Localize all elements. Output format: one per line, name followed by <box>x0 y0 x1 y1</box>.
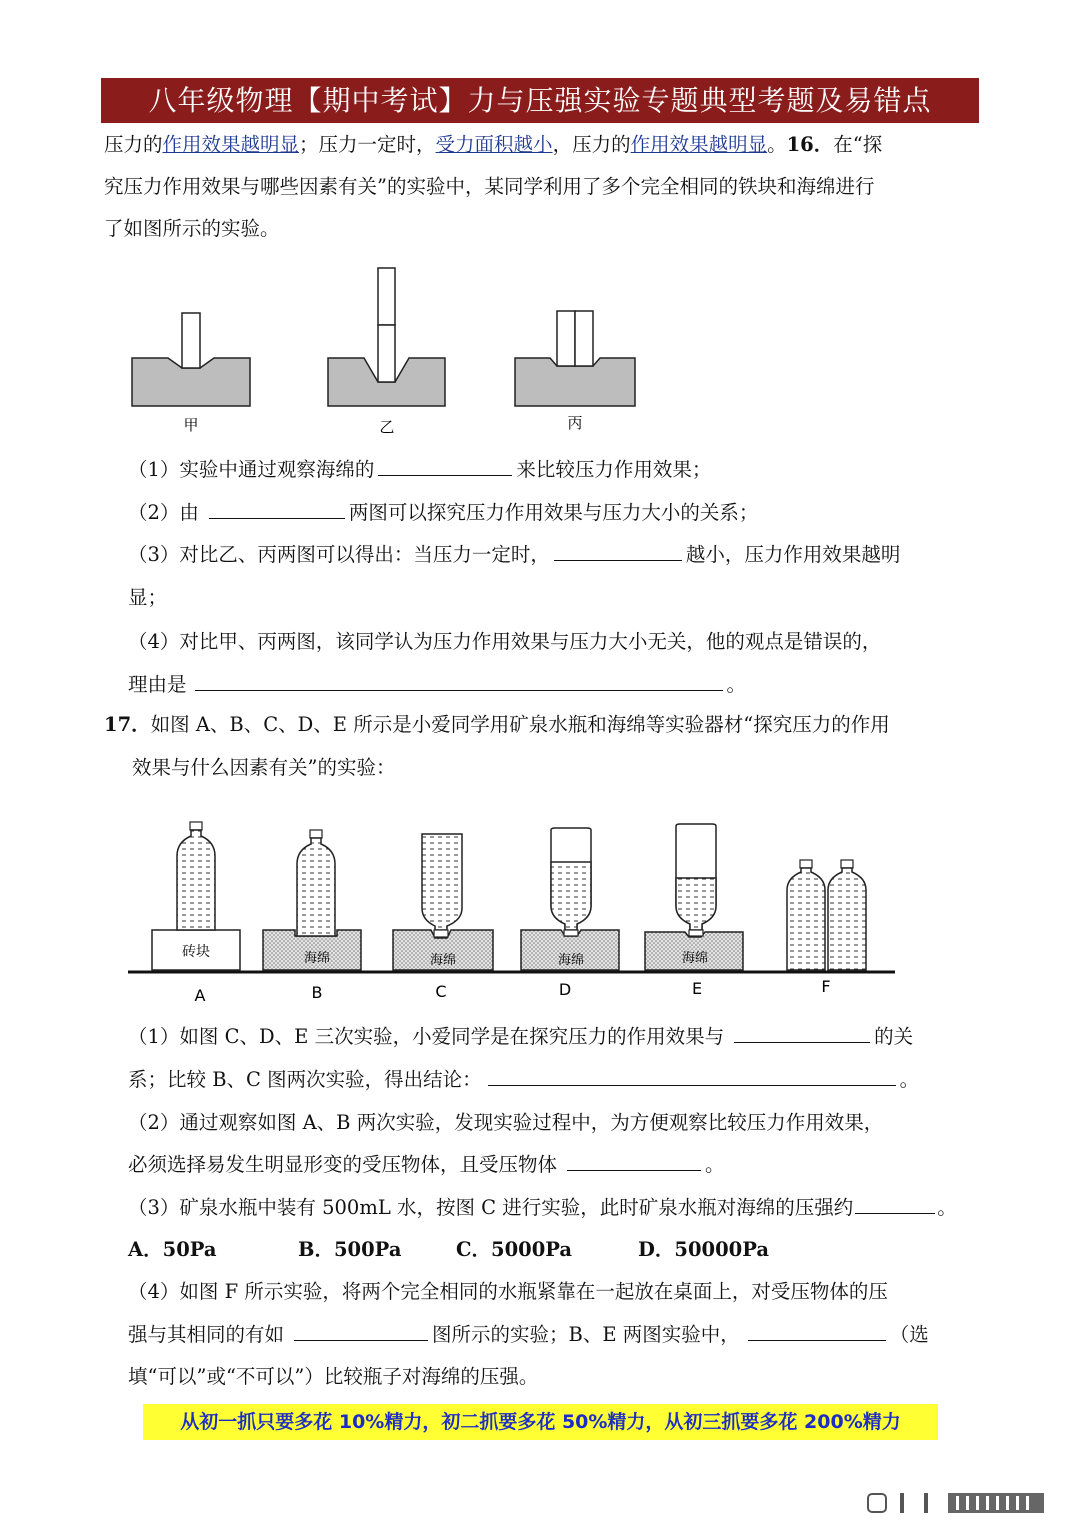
answer-blank[interactable] <box>554 542 682 561</box>
text: （1）如图 C、D、E 三次实验，小爱同学是在探究压力的作用效果与 <box>128 1025 725 1048</box>
setup-e <box>645 824 743 970</box>
sponge-label: 海绵 <box>429 953 457 968</box>
text: 在“探 <box>833 133 883 156</box>
text: 。 <box>705 1153 725 1176</box>
answer-blank[interactable] <box>488 1067 896 1086</box>
text: 。 <box>767 133 787 156</box>
text: （2）由 <box>128 501 199 524</box>
option-a[interactable]: A．50Pa <box>128 1238 217 1261</box>
brick-label: 砖块 <box>182 944 210 960</box>
q17-part4-cont2: 填“可以”或“不可以”）比较瓶子对海绵的压强。 <box>128 1365 539 1388</box>
answer-blank[interactable] <box>855 1195 935 1214</box>
text: 的关 <box>874 1025 914 1048</box>
figure-label: B <box>311 983 323 1002</box>
q16-part2 <box>128 498 758 528</box>
answer-link[interactable]: 作用效果越明显 <box>630 133 768 156</box>
q16-part3-cont: 显； <box>128 586 168 609</box>
text: 。 <box>937 1196 957 1219</box>
sponge-jia <box>132 313 250 406</box>
option-b[interactable]: B．500Pa <box>298 1238 402 1261</box>
answer-blank[interactable] <box>195 672 723 691</box>
text: 压力的 <box>104 133 163 156</box>
answer-blank[interactable] <box>748 1322 886 1341</box>
answer-link[interactable]: 作用效果越明显 <box>162 133 300 156</box>
figure-label: E <box>691 979 703 998</box>
text: （3）对比乙、丙两图可以得出：当压力一定时， <box>128 543 550 566</box>
q17-part4: （4）如图 F 所示实验，将两个完全相同的水瓶紧靠在一起放在桌面上，对受压物体的压 <box>128 1280 888 1303</box>
figure-label: 丙 <box>567 414 583 432</box>
text: 如图 A、B、C、D、E 所示是小爱同学用矿泉水瓶和海绵等实验器材“探究压力的作用 <box>150 713 890 736</box>
option-c[interactable]: C．5000Pa <box>456 1238 573 1261</box>
answer-blank[interactable] <box>294 1322 428 1341</box>
text: ；压力一定时， <box>299 133 436 156</box>
figure-label: D <box>558 980 572 999</box>
q17-part2: （2）通过观察如图 A、B 两次实验，发现实验过程中，为方便观察比较压力作用效果， <box>128 1111 884 1134</box>
question-number: 16． <box>786 133 834 156</box>
question-number: 17． <box>104 713 151 736</box>
q17-part2-cont <box>128 1150 725 1180</box>
answer-blank[interactable] <box>209 500 345 519</box>
q16-intro-line: 究压力作用效果与哪些因素有关”的实验中，某同学利用了多个完全相同的铁块和海绵进行 <box>104 175 875 198</box>
text: 理由是 <box>128 673 187 696</box>
figure-label: F <box>821 977 831 996</box>
q17-options <box>128 1235 769 1265</box>
text: ，压力的 <box>552 133 631 156</box>
setup-c <box>393 834 493 970</box>
q17-intro-cont: 效果与什么因素有关”的实验： <box>132 756 396 779</box>
sponge-label: 海绵 <box>681 951 709 966</box>
q16-part4-cont <box>128 670 746 700</box>
text: 来比较压力作用效果； <box>516 458 712 481</box>
q17-intro <box>104 710 890 740</box>
text: 图所示的实验；B、E 两图实验中， <box>432 1323 740 1346</box>
text: 必须选择易发生明显形变的受压物体，且受压物体 <box>128 1153 558 1176</box>
option-d[interactable]: D．50000Pa <box>638 1238 770 1261</box>
q16-part3 <box>128 540 900 570</box>
q17-part1-cont <box>128 1065 919 1095</box>
q16-figure <box>120 258 660 438</box>
q16-part4: （4）对比甲、丙两图，该同学认为压力作用效果与压力大小无关，他的观点是错误的， <box>128 630 882 653</box>
motivation-banner: 从初一抓只要多花 10%精力，初二抓要多花 50%精力，从初三抓要多花 200%精力 <box>143 1404 938 1440</box>
answer-blank[interactable] <box>734 1024 870 1043</box>
setup-f <box>787 860 866 970</box>
answer-blank[interactable] <box>567 1152 701 1171</box>
figure-label: A <box>194 986 206 1005</box>
q17-part1 <box>128 1022 913 1052</box>
text: 。 <box>726 673 747 696</box>
answer-link[interactable]: 受力面积越小 <box>435 133 553 156</box>
answer-blank[interactable] <box>378 457 512 476</box>
text: 两图可以探究压力作用效果与压力大小的关系； <box>348 501 759 524</box>
setup-d <box>521 828 619 970</box>
q17-part4-cont <box>128 1320 929 1350</box>
figure-label: 乙 <box>379 418 395 436</box>
sponge-label: 海绵 <box>557 953 585 968</box>
sponge-yi <box>328 268 445 406</box>
text: （3）矿泉水瓶中装有 500mL 水，按图 C 进行实验，此时矿泉水瓶对海绵的压强约 <box>128 1196 854 1219</box>
text: 越小，压力作用效果越明 <box>685 543 901 566</box>
text: （1）实验中通过观察海绵的 <box>128 458 375 481</box>
q16-part1 <box>128 455 711 485</box>
q17-figure <box>125 810 900 1010</box>
text: 强与其相同的有如 <box>128 1323 285 1346</box>
figure-label: C <box>435 982 447 1001</box>
sponge-bing <box>515 311 635 406</box>
text: （选 <box>889 1323 929 1346</box>
watermark-icon <box>866 1490 1056 1516</box>
text: 系；比较 B、C 图两次实验，得出结论： <box>128 1068 482 1091</box>
q15-conclusion-line <box>104 130 882 160</box>
q17-part3 <box>128 1193 957 1223</box>
q16-intro-line: 了如图所示的实验。 <box>104 217 280 240</box>
text: 。 <box>899 1068 920 1091</box>
page-title: 八年级物理【期中考试】力与压强实验专题典型考题及易错点 <box>101 78 979 123</box>
sponge-label: 海绵 <box>303 951 331 966</box>
setup-a <box>152 822 240 970</box>
figure-label: 甲 <box>183 416 199 434</box>
setup-b <box>263 830 361 970</box>
